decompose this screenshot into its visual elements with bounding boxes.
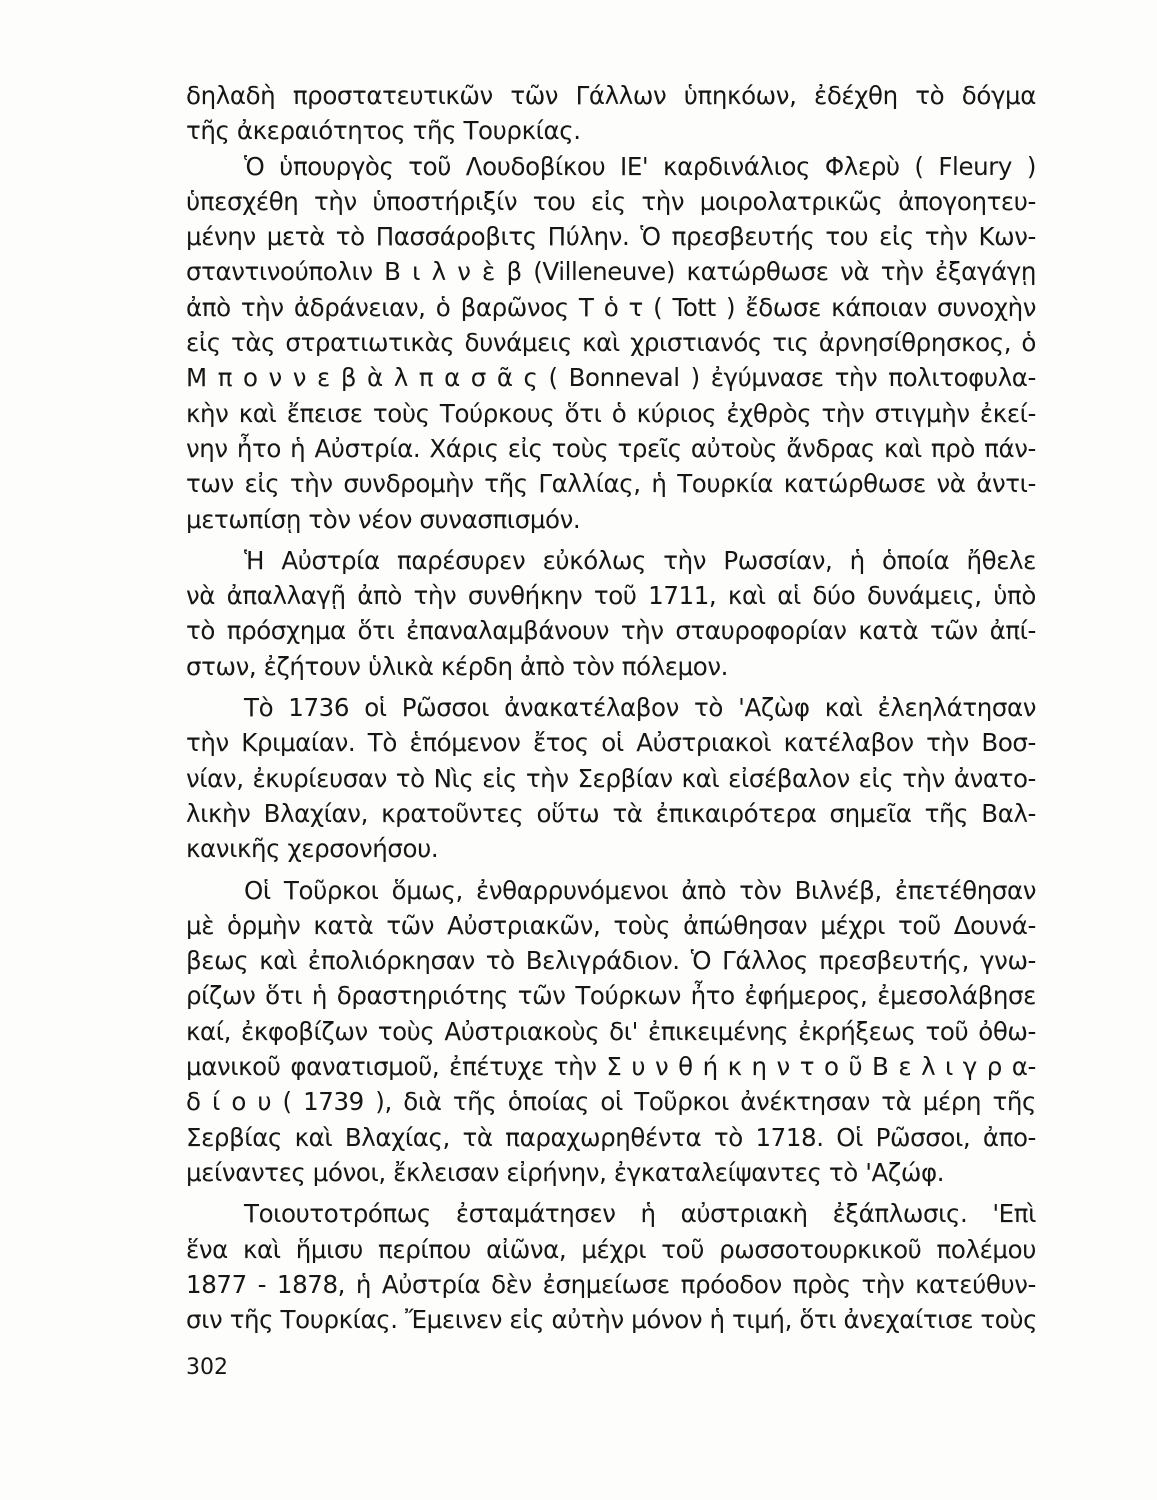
text-line: καί, ἐκφοβίζων τοὺς Αὐστριακοὺς δι' ἐπικειμένης ἐκρήξεως τοῦ ὀθω- xyxy=(186,1016,1036,1046)
text-line: νίαν, ἐκυρίευσαν τὸ Νὶς εἰς τὴν Σερβίαν καὶ εἰσέβαλον εἰς τὴν ἀνατο- xyxy=(186,763,1036,793)
text-line: σιν τῆς Τουρκίας. Ἔμεινεν εἰς αὐτὴν μόνον ἡ τιμή, ὅτι ἀνεχαίτισε τοὺς xyxy=(186,1305,1038,1335)
text-line: κὴν καὶ ἔπεισε τοὺς Τούρκους ὅτι ὁ κύριος ἐχθρὸς τὴν στιγμὴν ἐκεί- xyxy=(186,398,1036,428)
text-line: τῆς ἀκεραιότητος τῆς Τουρκίας. xyxy=(186,116,581,146)
page-number: 302 xyxy=(186,1355,228,1380)
text-line: κανικῆς χερσονήσου. xyxy=(186,834,439,864)
text-line: ἕνα καὶ ἥμισυ περίπου αἰῶνα, μέχρι τοῦ ρωσσοτουρκικοῦ πολέμου xyxy=(186,1234,1036,1264)
text-line: Τὸ 1736 οἱ Ρῶσσοι ἀνακατέλαβον τὸ 'Αζὼφ καὶ ἐλεηλάτησαν xyxy=(244,693,1036,723)
paragraph-6 xyxy=(186,1196,1036,1337)
text-line: λικὴν Βλαχίαν, κρατοῦντες οὕτω τὰ ἐπικαιρότερα σημεῖα τῆς Βαλ- xyxy=(186,798,1036,828)
text-line: Ἡ Αὐστρία παρέσυρεν εὐκόλως τὴν Ρωσσίαν, ἡ ὁποία ἤθελε xyxy=(244,545,1036,575)
text-line: Ὁ ὑπουργὸς τοῦ Λουδοβίκου ΙΕ' καρδινάλιος Φλερὺ ( Fleury ) xyxy=(244,151,1036,181)
body-text xyxy=(186,78,1036,1337)
text-line: των εἰς τὴν συνδρομὴν τῆς Γαλλίας, ἡ Τουρκία κατώρθωσε νὰ ἀντι- xyxy=(186,469,1036,499)
text-line: βεως καὶ ἐπολιόρκησαν τὸ Βελιγράδιον. Ὁ Γάλλος πρεσβευτής, γνω- xyxy=(186,946,1036,976)
text-line: μένην μετὰ τὸ Πασσάροβιτς Πύλην. Ὁ πρεσβευτής του εἰς τὴν Κων- xyxy=(186,222,1036,252)
text-line: δηλαδὴ προστατευτικῶν τῶν Γάλλων ὑπηκόων, ἐδέχθη τὸ δόγμα xyxy=(186,81,1036,110)
text-line: Σερβίας καὶ Βλαχίας, τὰ παραχωρηθέντα τὸ 1718. Οἱ Ρῶσσοι, ἀπο- xyxy=(186,1122,1036,1152)
paragraph-2 xyxy=(186,149,1036,537)
text-line: σταντινούπολιν Β ι λ ν ὲ β (Villeneuve) κατώρθωσε νὰ τὴν ἐξαγάγῃ xyxy=(186,257,1036,287)
paragraph-5 xyxy=(186,873,1036,1191)
text-line: στων, ἐζήτουν ὑλικὰ κέρδη ἀπὸ τὸν πόλεμον. xyxy=(186,651,729,681)
text-line: μανικοῦ φανατισμοῦ, ἐπέτυχε τὴν Σ υ ν θ ή κ η ν τ ο ῦ Β ε λ ι γ ρ α- xyxy=(186,1052,1036,1082)
text-line: τὸ πρόσχημα ὅτι ἐπαναλαμβάνουν τὴν σταυροφορίαν κατὰ τῶν ἀπί- xyxy=(186,616,1036,646)
text-line: τὴν Κριμαίαν. Τὸ ἑπόμενον ἔτος οἱ Αὐστριακοὶ κατέλαβον τὴν Βοσ- xyxy=(186,728,1036,758)
text-line: ὑπεσχέθη τὴν ὑποστήριξίν του εἰς τὴν μοιρολατρικῶς ἀπογοητευ- xyxy=(186,186,1036,216)
text-line: εἰς τὰς στρατιωτικὰς δυνάμεις καὶ χριστιανός τις ἀρνησίθρησκος, ὁ xyxy=(186,328,1036,358)
text-line: μὲ ὁρμὴν κατὰ τῶν Αὐστριακῶν, τοὺς ἀπώθησαν μέχρι τοῦ Δουνά- xyxy=(186,910,1036,940)
text-line: μετωπίσῃ τὸν νέον συνασπισμόν. xyxy=(186,504,581,534)
text-line: 1877 - 1878, ἡ Αὐστρία δὲν ἐσημείωσε πρόοδον πρὸς τὴν κατεύθυν- xyxy=(186,1269,1036,1299)
text-line: Οἱ Τοῦρκοι ὅμως, ἐνθαρρυνόμενοι ἀπὸ τὸν Βιλνέβ, ἐπετέθησαν xyxy=(244,875,1036,905)
text-line: ἀπὸ τὴν ἀδράνειαν, ὁ βαρῶνος Τ ὁ τ ( Tott ) ἔδωσε κάποιαν συνοχὴν xyxy=(186,292,1036,322)
text-line: μείναντες μόνοι, ἔκλεισαν εἰρήνην, ἐγκαταλείψαντες τὸ 'Αζώφ. xyxy=(186,1157,945,1187)
text-line: Τοιουτοτρόπως ἐσταμάτησεν ἡ αὐστριακὴ ἐξάπλωσις. 'Επὶ xyxy=(244,1199,1036,1229)
text-line: νὰ ἀπαλλαγῇ ἀπὸ τὴν συνθήκην τοῦ 1711, καὶ αἱ δύο δυνάμεις, ὑπὸ xyxy=(186,581,1036,611)
text-line: δ ί ο υ ( 1739 ), διὰ τῆς ὁποίας οἱ Τοῦρκοι ἀνέκτησαν τὰ μέρη τῆς xyxy=(186,1087,1036,1117)
text-line: ρίζων ὅτι ἡ δραστηριότης τῶν Τούρκων ἦτο ἐφήμερος, ἐμεσολάβησε xyxy=(186,981,1036,1011)
text-line: Μ π ο ν ν ε β ὰ λ π α σ ᾶ ς ( Bonneval ) ἐγύμνασε τὴν πολιτοφυλα- xyxy=(186,363,1036,393)
paragraph-1 xyxy=(186,78,1036,149)
paragraph-3 xyxy=(186,543,1036,684)
paragraph-4 xyxy=(186,690,1036,866)
text-line: νην ἦτο ἡ Αὐστρία. Χάρις εἰς τοὺς τρεῖς αὐτοὺς ἄνδρας καὶ πρὸ πάν- xyxy=(186,433,1036,463)
